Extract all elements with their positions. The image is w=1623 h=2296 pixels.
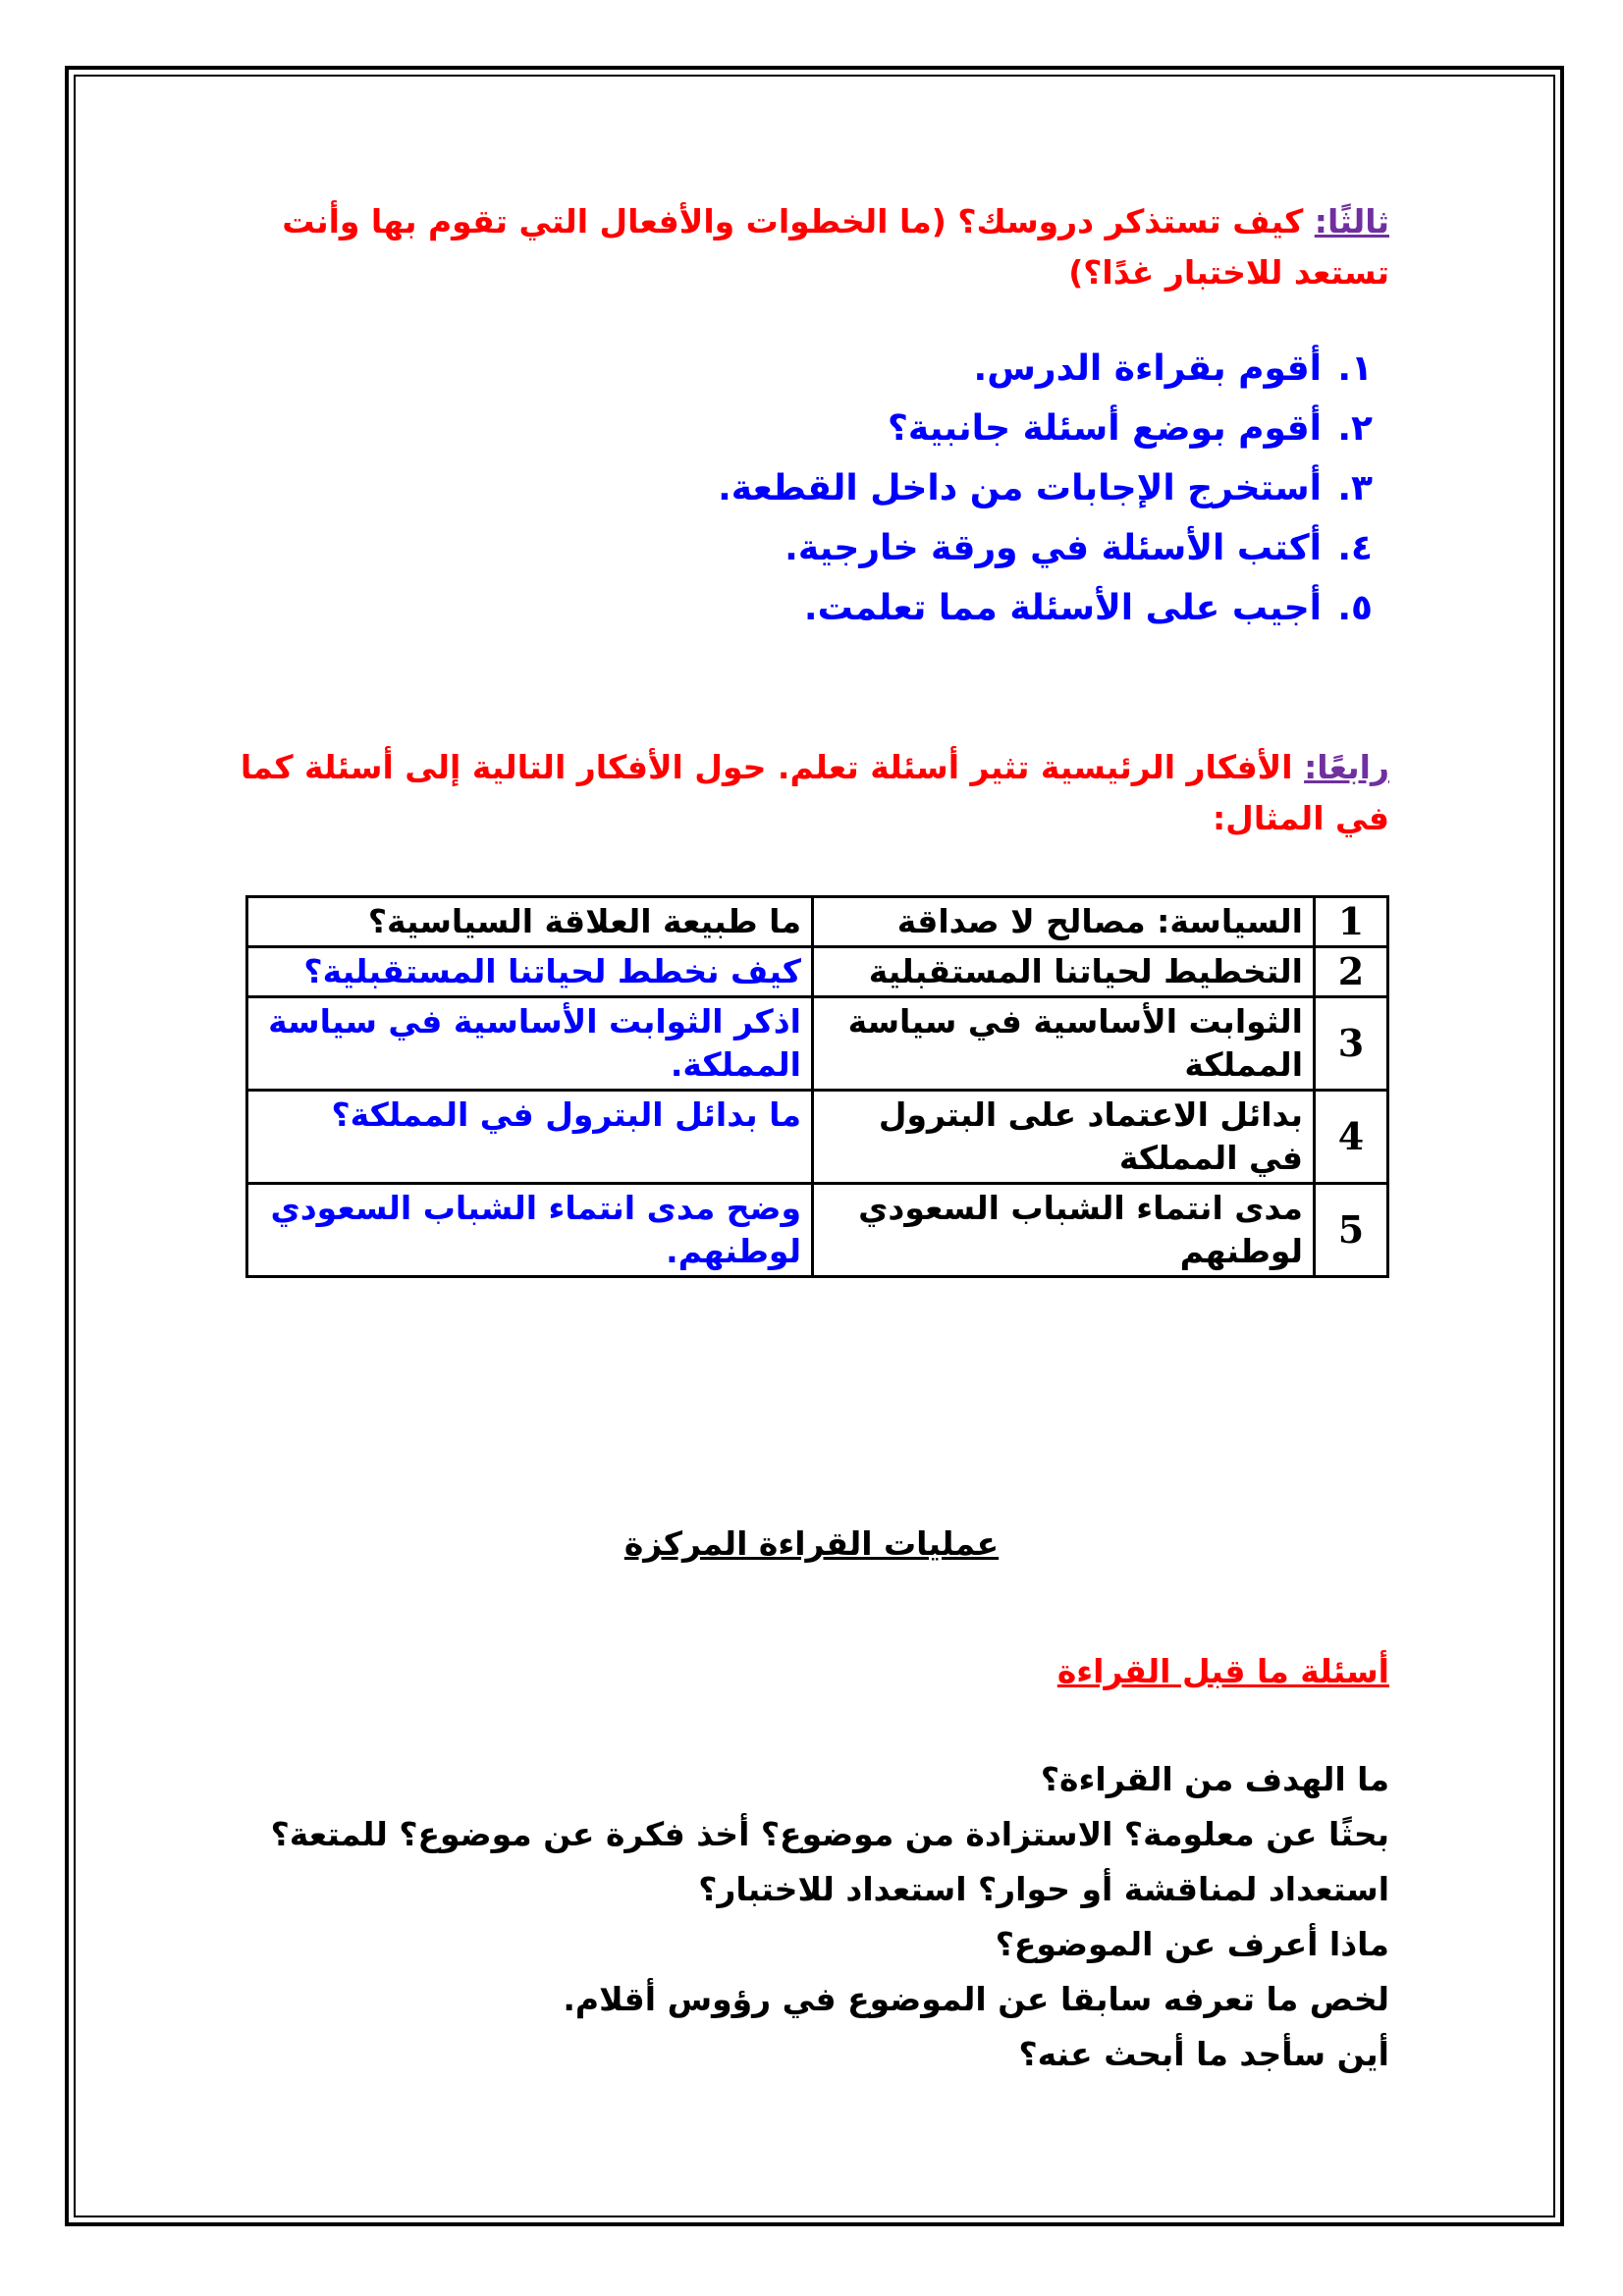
pre-reading-title: أسئلة ما قبل القراءة	[1056, 1652, 1389, 1690]
table-row	[247, 947, 1388, 997]
question-line: ماذا أعرف عن الموضوع؟	[995, 1925, 1389, 1963]
table-row	[247, 997, 1388, 1091]
list-item: ١. أقوم بقراءة الدرس.	[973, 348, 1373, 389]
table-row	[247, 1184, 1388, 1277]
row-number: 2	[1315, 947, 1388, 997]
main-idea: السياسة: مصالح لا صداقة	[813, 897, 1315, 947]
main-idea: مدى انتماء الشباب السعودي لوطنهم	[813, 1184, 1315, 1277]
idea-question: وضح مدى انتماء الشباب السعودي لوطنهم.	[247, 1184, 813, 1277]
main-idea: بدائل الاعتماد على البترول في المملكة	[813, 1091, 1315, 1184]
idea-question: كيف نخطط لحياتنا المستقبلية؟	[247, 947, 813, 997]
idea-question: ما طبيعة العلاقة السياسية؟	[247, 897, 813, 947]
question-line: أين سأجد ما أبحث عنه؟	[1018, 2035, 1389, 2073]
question-line: بحثًا عن معلومة؟ الاستزادة من موضوع؟ أخذ فكرة عن موضوع؟ للمتعة؟استعداد لمناقشة أو حوار؟ استعداد للاختبار؟	[270, 1815, 1389, 1908]
section-three-label: ثالثًا:	[1314, 202, 1389, 240]
list-item: ٤. أكتب الأسئلة في ورقة خارجية.	[784, 528, 1373, 568]
list-item: ٣. أستخرج الإجابات من داخل القطعة.	[718, 468, 1373, 508]
idea-question: اذكر الثوابت الأساسية في سياسة المملكة.	[247, 997, 813, 1091]
list-item: ٥. أجيب على الأسئلة مما تعلمت.	[803, 588, 1373, 628]
main-idea: التخطيط لحياتنا المستقبلية	[813, 947, 1315, 997]
section-three-heading	[232, 196, 1389, 298]
row-number: 5	[1315, 1184, 1388, 1277]
section-four-heading	[232, 742, 1389, 844]
ideas-table	[245, 895, 1389, 1278]
question-line: ما الهدف من القراءة؟	[1040, 1760, 1389, 1798]
list-item: ٢. أقوم بوضع أسئلة جانبية؟	[888, 408, 1373, 449]
row-number: 4	[1315, 1091, 1388, 1184]
section-four-label: رابعًا:	[1304, 748, 1389, 786]
section-three-question: كيف تستذكر دروسك؟ (ما الخطوات والأفعال التي تقوم بها وأنت تستعد للاختبار غدًا؟)	[282, 202, 1389, 292]
question-line: لخص ما تعرفه سابقا عن الموضوع في رؤوس أقلام.	[563, 1980, 1389, 2018]
focused-reading-title: عمليات القراءة المركزة	[623, 1524, 1000, 1563]
table-row	[247, 1091, 1388, 1184]
study-steps	[489, 339, 1373, 638]
pre-reading-questions	[221, 1752, 1389, 2082]
row-number: 3	[1315, 997, 1388, 1091]
row-number: 1	[1315, 897, 1388, 947]
table-row	[247, 897, 1388, 947]
idea-question: ما بدائل البترول في المملكة؟	[247, 1091, 813, 1184]
section-four-question: الأفكار الرئيسية تثير أسئلة تعلم. حول الأفكار التالية إلى أسئلة كما في المثال:	[240, 748, 1389, 837]
main-idea: الثوابت الأساسية في سياسة المملكة	[813, 997, 1315, 1091]
